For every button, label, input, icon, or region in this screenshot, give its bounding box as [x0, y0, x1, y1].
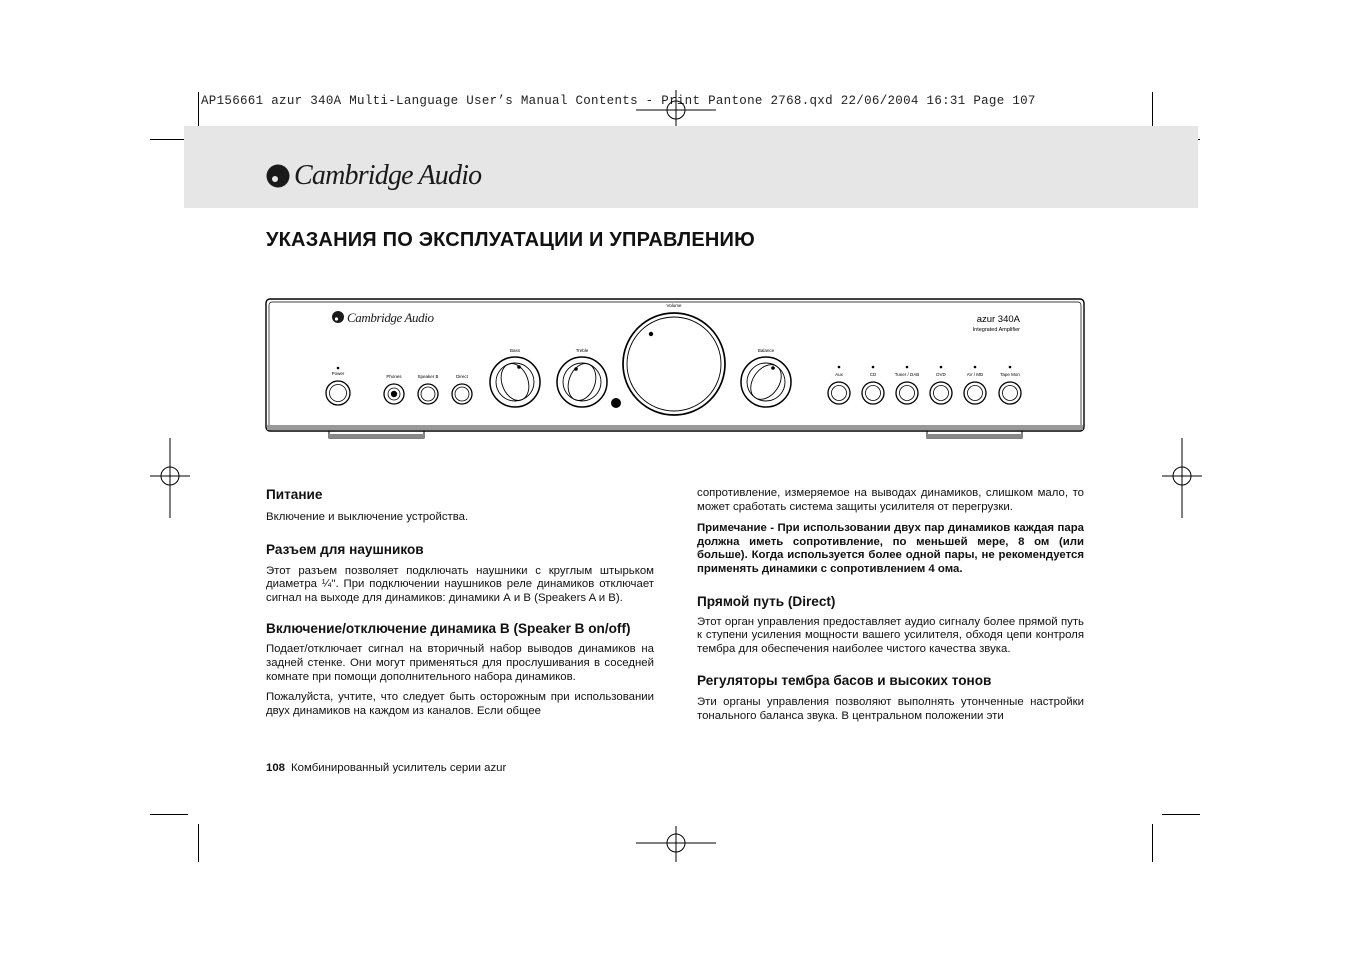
volume-knob[interactable]	[623, 313, 725, 415]
section-title-speaker-b: Включение/отключение динамика В (Speaker B on/off)	[266, 621, 631, 637]
label-power: Power	[331, 371, 345, 376]
section-text-speaker-b-2: Пожалуйста, учтите, что следует быть осторожным при использовании двух динамиков на каждом из каналов. Если общее	[266, 691, 654, 717]
continued-text: сопротивление, измеряемое на выводах динамиков, слишком мало, то может сработать система защиты усилителя от перегрузки.	[697, 487, 1084, 513]
brand-name: Cambridge Audio	[294, 160, 482, 191]
crop-mark-tl-h	[150, 139, 188, 140]
headphone-jack[interactable]	[384, 384, 404, 404]
print-slug: AP156661 azur 340A Multi-Language User’s Manual Contents - Print Pantone 2768.qxd 22/06/2004 16:31 Page 107	[201, 94, 1036, 108]
label-tape: Tape Mon	[1000, 372, 1020, 377]
page-number: 108	[266, 762, 286, 774]
footer-text: Комбинированный усилитель серии azur	[291, 762, 507, 774]
registration-mark-left	[150, 438, 190, 518]
section-text-direct: Этот орган управления предоставляет аудио сигналу более прямой путь к ступени усиления мощности вашего усилителя, обходя цепи контроля тембра для обеспечения наиболее чистого качества звука.	[697, 615, 1084, 655]
section-text-power: Включение и выключение устройства.	[266, 511, 469, 523]
label-speaker-b: Speaker B	[417, 374, 439, 379]
page-footer	[266, 762, 506, 774]
label-cd: CD	[869, 372, 877, 377]
tuner-button[interactable]	[896, 382, 918, 404]
right-column	[697, 487, 1084, 724]
brand-logo	[266, 160, 481, 192]
bass-knob[interactable]	[490, 357, 540, 407]
treble-knob[interactable]	[557, 357, 607, 407]
section-text-speaker-b-1: Подает/отключает сигнал на вторичный набор выводов динамиков на задней стенке. Они могут применяться для прослушивания в соседней комнате при помощи дополнительного набора динамиков.	[266, 643, 654, 683]
crop-mark-bl-h	[150, 814, 188, 815]
page-title: УКАЗАНИЯ ПО ЭКСПЛУАТАЦИИ И УПРАВЛЕНИЮ	[266, 229, 755, 251]
power-button[interactable]	[326, 381, 350, 405]
registration-mark-right	[1162, 438, 1202, 518]
label-bass: Bass	[509, 348, 521, 353]
section-title-power: Питание	[266, 487, 323, 502]
av-md-button[interactable]	[964, 382, 986, 404]
cd-button[interactable]	[862, 382, 884, 404]
label-tuner: Tuner / DAB	[894, 372, 920, 377]
section-title-headphones: Разъем для наушников	[266, 541, 424, 557]
balance-knob[interactable]	[741, 357, 791, 407]
label-aux: Aux	[835, 372, 843, 377]
label-direct: Direct	[456, 374, 468, 379]
crop-mark-tr-v	[1152, 92, 1153, 130]
left-column	[266, 487, 654, 718]
label-treble: Treble	[575, 348, 589, 353]
section-text-headphones: Этот разъем позволяет подключать наушники с круглым штырьком диаметра ¼". При подключении наушников реле динамиков отключает сигнал на выходе для динамиков: динамики А и В (Speakers A и B).	[266, 564, 654, 604]
label-phones: Phones	[386, 374, 402, 379]
tape-mon-button[interactable]	[999, 382, 1021, 404]
label-balance: Balance	[757, 348, 775, 353]
panel-brand: Cambridge Audio	[347, 310, 434, 325]
section-title-tone: Регуляторы тембра басов и высоких тонов	[697, 673, 992, 689]
label-av: AV / MD	[966, 372, 984, 377]
amplifier-front-panel	[265, 298, 1087, 440]
label-dvd: DVD	[936, 372, 946, 377]
panel-logo	[332, 310, 434, 325]
crop-mark-bl-v	[198, 824, 199, 862]
ir-sensor	[611, 398, 621, 408]
registration-mark-top	[636, 90, 716, 126]
crop-mark-tl-v	[198, 92, 199, 130]
section-title-direct: Прямой путь (Direct)	[697, 593, 836, 609]
aux-button[interactable]	[828, 382, 850, 404]
direct-button[interactable]	[452, 384, 472, 404]
registration-mark-bottom	[636, 826, 716, 862]
panel-model: azur 340A	[976, 314, 1020, 325]
label-volume: Volume	[666, 303, 682, 308]
note-text: Примечание - При использовании двух пар динамиков каждая пара должна иметь сопротивление, по меньшей мере, 8 ом (или больше). Когда используется более одной пары, не рекомендуется применять динамики с сопротивлением 4 ома.	[697, 522, 1084, 575]
dvd-button[interactable]	[930, 382, 952, 404]
panel-model-sub: Integrated Amplifier	[972, 327, 1020, 333]
section-text-tone: Эти органы управления позволяют выполнять утонченные настройки тонального баланса звука. В центральном положении эти	[697, 696, 1084, 722]
cambridge-audio-logo-icon	[266, 164, 290, 188]
crop-mark-br-v	[1152, 824, 1153, 862]
speaker-b-button[interactable]	[418, 384, 438, 404]
crop-mark-br-h	[1162, 814, 1200, 815]
